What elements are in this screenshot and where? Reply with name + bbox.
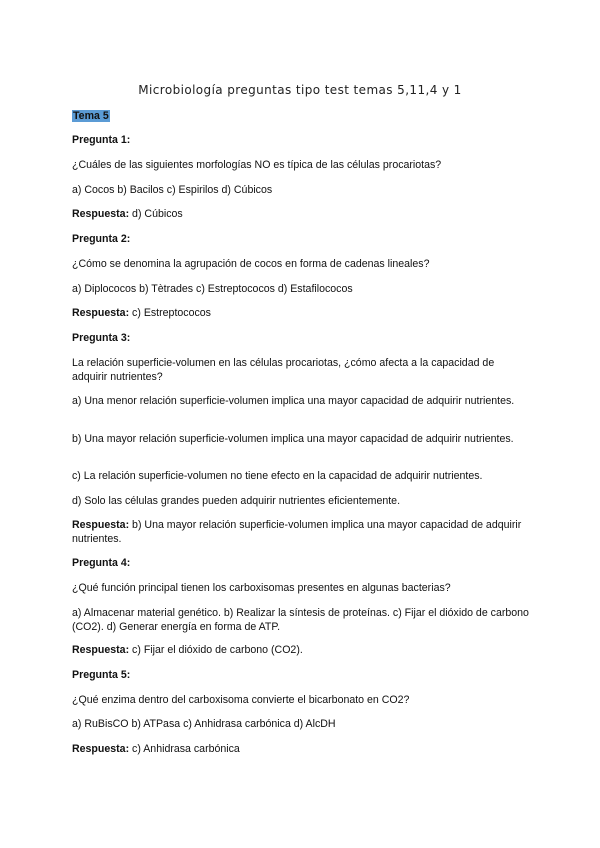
- question-2-answer: [72, 307, 532, 321]
- question-4-answer: [72, 644, 532, 658]
- question-3-answer-value: b) Una mayor relación superficie-volumen implica una mayor capacidad de adquirir nutrientes.: [72, 519, 522, 545]
- question-4-options: a) Almacenar material genético. b) Realizar la síntesis de proteínas. c) Fijar el dióxido de carbono (CO2). d) Generar energía en forma de ATP.: [72, 607, 529, 633]
- document-title: Microbiología preguntas tipo test temas 5,11,4 y 1: [138, 83, 462, 97]
- section-label: Tema 5: [73, 110, 109, 122]
- question-1-answer: [72, 208, 532, 222]
- question-2-answer-value: c) Estreptococos: [129, 307, 211, 319]
- question-3-option-d: d) Solo las células grandes pueden adquirir nutrientes eficientemente.: [72, 495, 401, 507]
- question-5-text: ¿Qué enzima dentro del carboxisoma convierte el bicarbonato en CO2?: [72, 694, 410, 706]
- question-5-answer: [72, 743, 532, 757]
- question-4-answer-value: c) Fijar el dióxido de carbono (CO2).: [129, 644, 303, 656]
- question-1-text: ¿Cuáles de las siguientes morfologías NO es típica de las células procariotas?: [72, 159, 442, 171]
- question-4-text: ¿Qué función principal tienen los carboxisomas presentes en algunas bacterias?: [72, 582, 451, 594]
- question-5-options: a) RuBisCO b) ATPasa c) Anhidrasa carbónica d) AlcDH: [72, 718, 336, 730]
- question-1-options: a) Cocos b) Bacilos c) Espirilos d) Cúbicos: [72, 184, 273, 196]
- section-heading: [72, 110, 532, 124]
- answer-label: Respuesta:: [72, 307, 130, 319]
- answer-label: Respuesta:: [72, 208, 130, 220]
- question-3-option-a: a) Una menor relación superficie-volumen implica una mayor capacidad de adquirir nutrientes.: [72, 395, 515, 407]
- question-5-answer-value: c) Anhidrasa carbónica: [129, 743, 240, 755]
- question-2-heading: Pregunta 2:: [72, 233, 131, 245]
- answer-label: Respuesta:: [72, 644, 130, 656]
- question-1-heading: Pregunta 1:: [72, 134, 131, 146]
- question-3-option-c: c) La relación superficie-volumen no tiene efecto en la capacidad de adquirir nutrientes.: [72, 470, 483, 482]
- question-3-option-b: b) Una mayor relación superficie-volumen implica una mayor capacidad de adquirir nutrientes.: [72, 433, 514, 445]
- question-3-answer: [72, 519, 532, 546]
- question-3-text: La relación superficie-volumen en las células procariotas, ¿cómo afecta a la capacidad de adquirir nutrientes?: [72, 357, 495, 383]
- question-2-options: a) Diplococos b) Tètrades c) Estreptococos d) Estafilococos: [72, 283, 353, 295]
- question-5-heading: Pregunta 5:: [72, 669, 131, 681]
- question-1-answer-value: d) Cúbicos: [129, 208, 183, 220]
- question-3-heading: Pregunta 3:: [72, 332, 131, 344]
- question-4-heading: Pregunta 4:: [72, 557, 131, 569]
- answer-label: Respuesta:: [72, 743, 130, 755]
- answer-label: Respuesta:: [72, 519, 130, 531]
- question-2-text: ¿Cómo se denomina la agrupación de cocos en forma de cadenas lineales?: [72, 258, 430, 270]
